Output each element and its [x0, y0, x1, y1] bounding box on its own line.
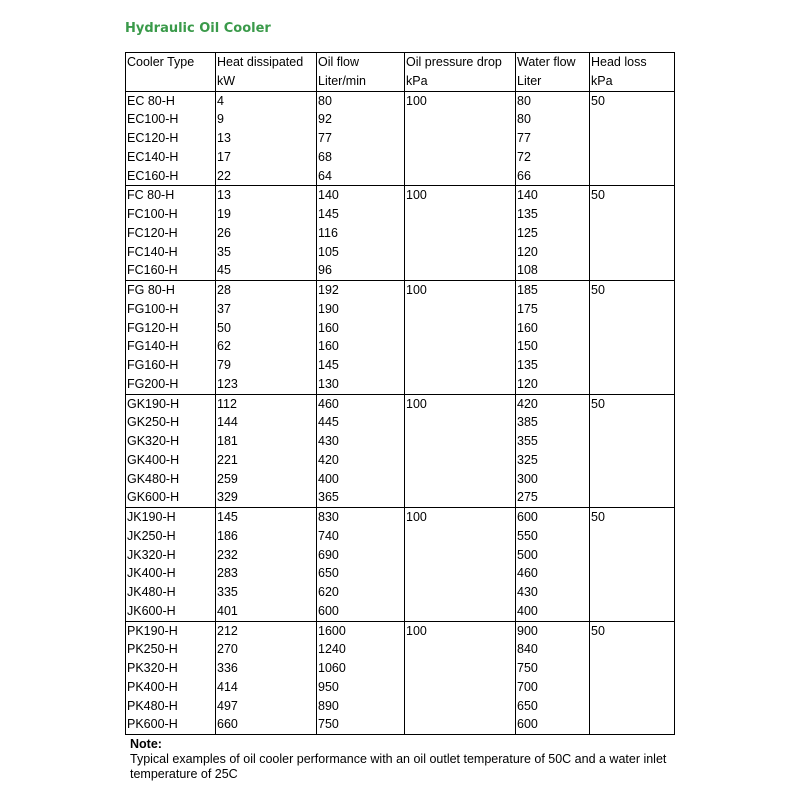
table-row: [126, 715, 675, 734]
cooler-type-cell: FC100-H: [126, 205, 216, 224]
oil-pressure-drop-cell: Oil pressure drop: [405, 53, 516, 72]
oil-pressure-drop-cell: [405, 488, 516, 507]
table-row: [126, 602, 675, 621]
cooler-type-cell: JK480-H: [126, 583, 216, 602]
head-loss-cell: [590, 697, 675, 716]
oil-pressure-drop-cell: [405, 678, 516, 697]
oil-pressure-drop-cell: [405, 527, 516, 546]
head-loss-cell: 50: [590, 281, 675, 300]
heat-dissipated-cell: 336: [216, 659, 317, 678]
cooler-type-cell: PK190-H: [126, 621, 216, 640]
oil-pressure-drop-cell: [405, 261, 516, 280]
cooler-type-cell: JK250-H: [126, 527, 216, 546]
heat-dissipated-cell: 17: [216, 148, 317, 167]
heat-dissipated-cell: 45: [216, 261, 317, 280]
oil-pressure-drop-cell: [405, 375, 516, 394]
oil-flow-cell: 950: [317, 678, 405, 697]
water-flow-cell: 460: [516, 564, 590, 583]
head-loss-cell: [590, 148, 675, 167]
heat-dissipated-cell: 62: [216, 337, 317, 356]
water-flow-cell: 80: [516, 91, 590, 110]
heat-dissipated-cell: 660: [216, 715, 317, 734]
oil-pressure-drop-cell: [405, 224, 516, 243]
table-row: [126, 470, 675, 489]
head-loss-cell: [590, 319, 675, 338]
cooler-type-cell: GK480-H: [126, 470, 216, 489]
oil-flow-cell: Oil flow: [317, 53, 405, 72]
table-row: [126, 640, 675, 659]
cooler-type-cell: EC 80-H: [126, 91, 216, 110]
table-row: [126, 432, 675, 451]
oil-flow-cell: 650: [317, 564, 405, 583]
cooler-type-cell: JK400-H: [126, 564, 216, 583]
oil-flow-cell: 460: [317, 394, 405, 413]
table-row: [126, 394, 675, 413]
oil-pressure-drop-cell: [405, 583, 516, 602]
note-label: Note:: [130, 737, 162, 751]
oil-pressure-drop-cell: [405, 167, 516, 186]
cooler-type-cell: FG200-H: [126, 375, 216, 394]
oil-pressure-drop-cell: [405, 337, 516, 356]
water-flow-cell: 650: [516, 697, 590, 716]
water-flow-cell: 120: [516, 375, 590, 394]
oil-flow-cell: 64: [317, 167, 405, 186]
head-loss-cell: [590, 224, 675, 243]
cooler-type-cell: JK190-H: [126, 508, 216, 527]
water-flow-cell: 80: [516, 110, 590, 129]
table-row: [126, 678, 675, 697]
cooler-type-cell: GK190-H: [126, 394, 216, 413]
head-loss-cell: [590, 110, 675, 129]
water-flow-cell: 135: [516, 356, 590, 375]
heat-dissipated-cell: 145: [216, 508, 317, 527]
oil-flow-cell: 830: [317, 508, 405, 527]
oil-pressure-drop-cell: [405, 432, 516, 451]
head-loss-cell: 50: [590, 508, 675, 527]
oil-pressure-drop-cell: 100: [405, 281, 516, 300]
head-loss-cell: kPa: [590, 72, 675, 91]
cooler-type-cell: EC120-H: [126, 129, 216, 148]
water-flow-cell: 385: [516, 413, 590, 432]
oil-pressure-drop-cell: kPa: [405, 72, 516, 91]
oil-flow-cell: 740: [317, 527, 405, 546]
water-flow-cell: 135: [516, 205, 590, 224]
head-loss-cell: [590, 488, 675, 507]
table-row: [126, 583, 675, 602]
water-flow-cell: 900: [516, 621, 590, 640]
head-loss-cell: [590, 659, 675, 678]
oil-flow-cell: 130: [317, 375, 405, 394]
cooler-type-cell: EC100-H: [126, 110, 216, 129]
head-loss-cell: [590, 261, 675, 280]
water-flow-cell: 750: [516, 659, 590, 678]
oil-cooler-spec-table: [125, 52, 675, 735]
head-loss-cell: [590, 243, 675, 262]
cooler-type-cell: FG120-H: [126, 319, 216, 338]
table-row: [126, 300, 675, 319]
head-loss-cell: 50: [590, 186, 675, 205]
oil-pressure-drop-cell: [405, 356, 516, 375]
water-flow-cell: 108: [516, 261, 590, 280]
cooler-type-cell: PK320-H: [126, 659, 216, 678]
table-row: [126, 205, 675, 224]
water-flow-cell: 500: [516, 546, 590, 565]
table-row: [126, 546, 675, 565]
oil-pressure-drop-cell: 100: [405, 394, 516, 413]
head-loss-cell: [590, 546, 675, 565]
water-flow-cell: 72: [516, 148, 590, 167]
oil-flow-cell: 80: [317, 91, 405, 110]
oil-flow-cell: 116: [317, 224, 405, 243]
cooler-type-cell: PK600-H: [126, 715, 216, 734]
oil-flow-cell: 365: [317, 488, 405, 507]
oil-pressure-drop-cell: [405, 110, 516, 129]
oil-flow-cell: 77: [317, 129, 405, 148]
oil-pressure-drop-cell: [405, 413, 516, 432]
head-loss-cell: Head loss: [590, 53, 675, 72]
table-row: [126, 697, 675, 716]
head-loss-cell: [590, 715, 675, 734]
cooler-type-cell: [126, 72, 216, 91]
oil-pressure-drop-cell: [405, 470, 516, 489]
cooler-type-cell: EC160-H: [126, 167, 216, 186]
head-loss-cell: [590, 564, 675, 583]
water-flow-cell: 550: [516, 527, 590, 546]
head-loss-cell: [590, 337, 675, 356]
cooler-type-cell: JK600-H: [126, 602, 216, 621]
oil-pressure-drop-cell: [405, 659, 516, 678]
note-text: Typical examples of oil cooler performance with an oil outlet temperature of 50C and a water inlet temperature of 25C: [130, 752, 667, 781]
cooler-type-cell: GK320-H: [126, 432, 216, 451]
oil-pressure-drop-cell: [405, 243, 516, 262]
heat-dissipated-cell: 13: [216, 129, 317, 148]
heat-dissipated-cell: 232: [216, 546, 317, 565]
table-row: [126, 488, 675, 507]
heat-dissipated-cell: 270: [216, 640, 317, 659]
water-flow-cell: 600: [516, 508, 590, 527]
table-row: [126, 129, 675, 148]
oil-flow-cell: 160: [317, 319, 405, 338]
oil-flow-cell: 1240: [317, 640, 405, 659]
water-flow-cell: 120: [516, 243, 590, 262]
heat-dissipated-cell: 9: [216, 110, 317, 129]
head-loss-cell: [590, 602, 675, 621]
heat-dissipated-cell: 19: [216, 205, 317, 224]
oil-flow-cell: 420: [317, 451, 405, 470]
oil-flow-cell: 750: [317, 715, 405, 734]
heat-dissipated-cell: 181: [216, 432, 317, 451]
heat-dissipated-cell: 259: [216, 470, 317, 489]
heat-dissipated-cell: 50: [216, 319, 317, 338]
water-flow-cell: 125: [516, 224, 590, 243]
cooler-type-cell: FG160-H: [126, 356, 216, 375]
oil-flow-cell: 430: [317, 432, 405, 451]
heat-dissipated-cell: 35: [216, 243, 317, 262]
oil-pressure-drop-cell: [405, 715, 516, 734]
oil-flow-cell: 145: [317, 356, 405, 375]
note: [130, 737, 690, 782]
oil-pressure-drop-cell: [405, 451, 516, 470]
water-flow-cell: 400: [516, 602, 590, 621]
head-loss-cell: [590, 527, 675, 546]
heat-dissipated-cell: 26: [216, 224, 317, 243]
oil-pressure-drop-cell: [405, 640, 516, 659]
oil-flow-cell: 620: [317, 583, 405, 602]
table-row: [126, 91, 675, 110]
table-row: [126, 148, 675, 167]
heat-dissipated-cell: 37: [216, 300, 317, 319]
head-loss-cell: [590, 129, 675, 148]
oil-flow-cell: 145: [317, 205, 405, 224]
heat-dissipated-cell: 221: [216, 451, 317, 470]
oil-flow-cell: 92: [317, 110, 405, 129]
table-row: [126, 356, 675, 375]
oil-pressure-drop-cell: [405, 205, 516, 224]
cooler-type-cell: FG 80-H: [126, 281, 216, 300]
cooler-type-cell: PK480-H: [126, 697, 216, 716]
table-row: [126, 319, 675, 338]
head-loss-cell: [590, 583, 675, 602]
head-loss-cell: [590, 167, 675, 186]
heat-dissipated-cell: 79: [216, 356, 317, 375]
cooler-type-cell: PK250-H: [126, 640, 216, 659]
head-loss-cell: 50: [590, 621, 675, 640]
water-flow-cell: 700: [516, 678, 590, 697]
cooler-type-cell: FC140-H: [126, 243, 216, 262]
header-row: [126, 53, 675, 72]
heat-dissipated-cell: 497: [216, 697, 317, 716]
unit-row: [126, 72, 675, 91]
head-loss-cell: [590, 432, 675, 451]
oil-pressure-drop-cell: [405, 129, 516, 148]
oil-flow-cell: 160: [317, 337, 405, 356]
oil-pressure-drop-cell: 100: [405, 186, 516, 205]
oil-pressure-drop-cell: [405, 319, 516, 338]
head-loss-cell: [590, 640, 675, 659]
table-row: [126, 564, 675, 583]
table-row: [126, 110, 675, 129]
heat-dissipated-cell: kW: [216, 72, 317, 91]
oil-pressure-drop-cell: [405, 300, 516, 319]
oil-pressure-drop-cell: [405, 697, 516, 716]
table-row: [126, 224, 675, 243]
oil-flow-cell: 105: [317, 243, 405, 262]
head-loss-cell: [590, 205, 675, 224]
oil-flow-cell: 445: [317, 413, 405, 432]
heat-dissipated-cell: 4: [216, 91, 317, 110]
table-row: [126, 261, 675, 280]
table-row: [126, 243, 675, 262]
cooler-type-cell: FC 80-H: [126, 186, 216, 205]
water-flow-cell: 140: [516, 186, 590, 205]
oil-flow-cell: 690: [317, 546, 405, 565]
oil-pressure-drop-cell: 100: [405, 621, 516, 640]
table-row: [126, 281, 675, 300]
cooler-type-cell: JK320-H: [126, 546, 216, 565]
head-loss-cell: [590, 451, 675, 470]
heat-dissipated-cell: 401: [216, 602, 317, 621]
heat-dissipated-cell: 414: [216, 678, 317, 697]
table-row: [126, 186, 675, 205]
oil-flow-cell: 400: [317, 470, 405, 489]
water-flow-cell: 325: [516, 451, 590, 470]
heat-dissipated-cell: 329: [216, 488, 317, 507]
heat-dissipated-cell: 335: [216, 583, 317, 602]
document-title: Hydraulic Oil Cooler: [125, 21, 271, 36]
cooler-type-cell: PK400-H: [126, 678, 216, 697]
table-row: [126, 527, 675, 546]
table-row: [126, 508, 675, 527]
table-row: [126, 375, 675, 394]
head-loss-cell: [590, 375, 675, 394]
table-row: [126, 167, 675, 186]
oil-flow-cell: 140: [317, 186, 405, 205]
water-flow-cell: 355: [516, 432, 590, 451]
oil-pressure-drop-cell: [405, 602, 516, 621]
oil-pressure-drop-cell: [405, 564, 516, 583]
water-flow-cell: Liter: [516, 72, 590, 91]
oil-flow-cell: 96: [317, 261, 405, 280]
water-flow-cell: 275: [516, 488, 590, 507]
oil-flow-cell: Liter/min: [317, 72, 405, 91]
cooler-type-cell: FC120-H: [126, 224, 216, 243]
table-row: [126, 413, 675, 432]
heat-dissipated-cell: 283: [216, 564, 317, 583]
cooler-type-cell: FC160-H: [126, 261, 216, 280]
cooler-type-cell: Cooler Type: [126, 53, 216, 72]
cooler-type-cell: GK600-H: [126, 488, 216, 507]
oil-flow-cell: 1600: [317, 621, 405, 640]
head-loss-cell: [590, 300, 675, 319]
water-flow-cell: 185: [516, 281, 590, 300]
cooler-type-cell: FG100-H: [126, 300, 216, 319]
head-loss-cell: 50: [590, 394, 675, 413]
water-flow-cell: 430: [516, 583, 590, 602]
oil-flow-cell: 192: [317, 281, 405, 300]
table-row: [126, 659, 675, 678]
heat-dissipated-cell: 13: [216, 186, 317, 205]
head-loss-cell: [590, 470, 675, 489]
cooler-type-cell: FG140-H: [126, 337, 216, 356]
table-row: [126, 337, 675, 356]
water-flow-cell: 420: [516, 394, 590, 413]
head-loss-cell: [590, 356, 675, 375]
oil-flow-cell: 68: [317, 148, 405, 167]
oil-flow-cell: 190: [317, 300, 405, 319]
oil-pressure-drop-cell: 100: [405, 508, 516, 527]
water-flow-cell: 77: [516, 129, 590, 148]
heat-dissipated-cell: 22: [216, 167, 317, 186]
heat-dissipated-cell: 144: [216, 413, 317, 432]
head-loss-cell: [590, 678, 675, 697]
heat-dissipated-cell: 112: [216, 394, 317, 413]
water-flow-cell: 300: [516, 470, 590, 489]
water-flow-cell: 600: [516, 715, 590, 734]
oil-flow-cell: 600: [317, 602, 405, 621]
heat-dissipated-cell: 123: [216, 375, 317, 394]
head-loss-cell: 50: [590, 91, 675, 110]
cooler-type-cell: GK400-H: [126, 451, 216, 470]
oil-pressure-drop-cell: 100: [405, 91, 516, 110]
water-flow-cell: 160: [516, 319, 590, 338]
water-flow-cell: 175: [516, 300, 590, 319]
cooler-type-cell: EC140-H: [126, 148, 216, 167]
oil-flow-cell: 1060: [317, 659, 405, 678]
heat-dissipated-cell: 28: [216, 281, 317, 300]
heat-dissipated-cell: 186: [216, 527, 317, 546]
oil-pressure-drop-cell: [405, 148, 516, 167]
oil-pressure-drop-cell: [405, 546, 516, 565]
heat-dissipated-cell: 212: [216, 621, 317, 640]
heat-dissipated-cell: Heat dissipated: [216, 53, 317, 72]
water-flow-cell: Water flow: [516, 53, 590, 72]
oil-flow-cell: 890: [317, 697, 405, 716]
water-flow-cell: 66: [516, 167, 590, 186]
water-flow-cell: 840: [516, 640, 590, 659]
table-row: [126, 451, 675, 470]
head-loss-cell: [590, 413, 675, 432]
table-row: [126, 621, 675, 640]
water-flow-cell: 150: [516, 337, 590, 356]
cooler-type-cell: GK250-H: [126, 413, 216, 432]
